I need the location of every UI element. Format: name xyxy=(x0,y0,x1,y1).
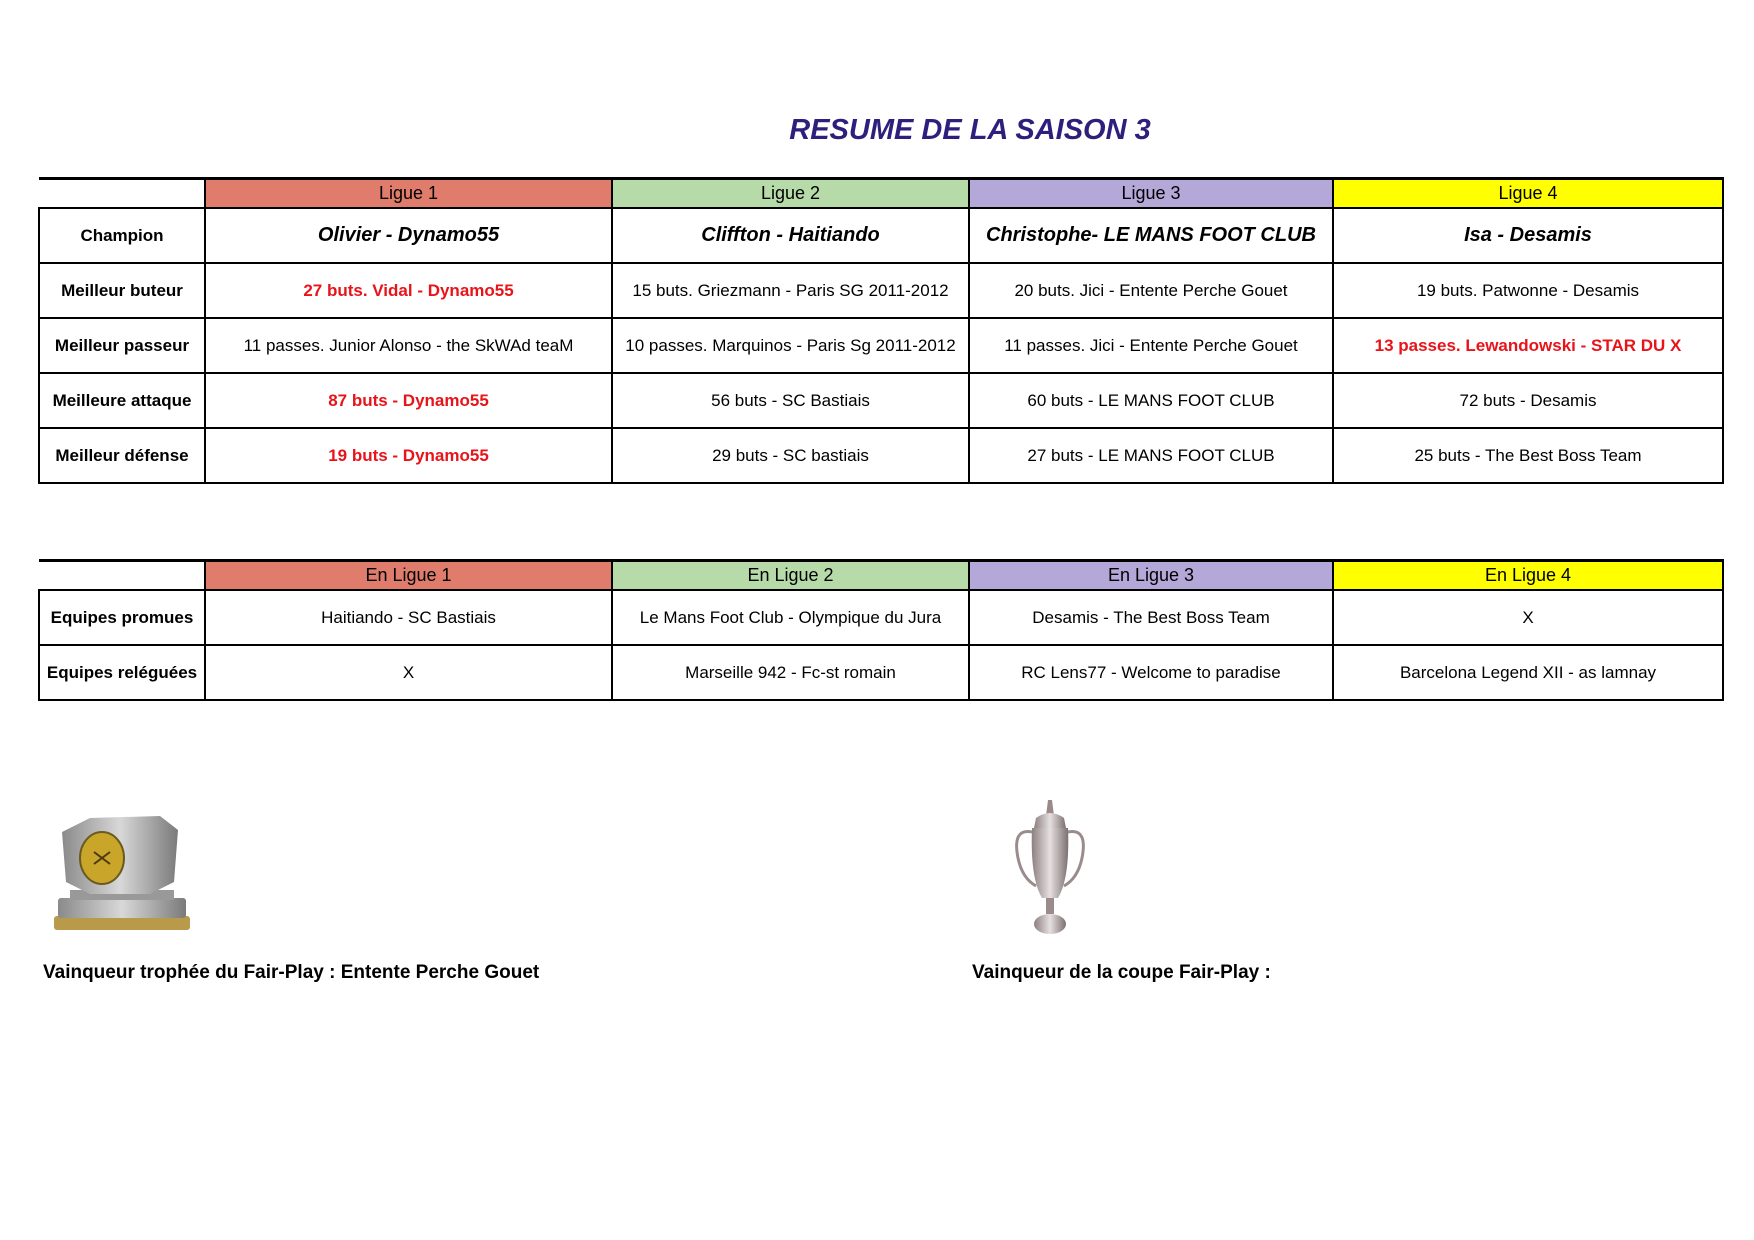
cell: Le Mans Foot Club - Olympique du Jura xyxy=(612,590,969,645)
cell: Christophe- LE MANS FOOT CLUB xyxy=(969,208,1333,263)
cell: Marseille 942 - Fc-st romain xyxy=(612,645,969,700)
table-row-relegated xyxy=(39,645,1723,700)
handshake-trophy-icon xyxy=(50,812,195,937)
page-title: RESUME DE LA SAISON 3 xyxy=(789,114,1151,146)
cell: 11 passes. Jici - Entente Perche Gouet xyxy=(969,318,1333,373)
header-ligue-3: Ligue 3 xyxy=(969,179,1333,209)
cell: 15 buts. Griezmann - Paris SG 2011-2012 xyxy=(612,263,969,318)
row-label: Champion xyxy=(39,208,205,263)
header-ligue-1: Ligue 1 xyxy=(205,179,612,209)
cell: 11 passes. Junior Alonso - the SkWAd teaM xyxy=(205,318,612,373)
fairplay-trophy-winner: Vainqueur trophée du Fair-Play : Entente Perche Gouet xyxy=(43,962,540,983)
table-row-best-defense xyxy=(39,428,1723,483)
table-row-promoted xyxy=(39,590,1723,645)
cell: Desamis - The Best Boss Team xyxy=(969,590,1333,645)
corner-cell xyxy=(39,561,205,591)
table-row-champion xyxy=(39,208,1723,263)
cell: 10 passes. Marquinos - Paris Sg 2011-2012 xyxy=(612,318,969,373)
header-en-ligue-2: En Ligue 2 xyxy=(612,561,969,591)
row-label: Equipes reléguées xyxy=(39,645,205,700)
cell: 29 buts - SC bastiais xyxy=(612,428,969,483)
cell: 25 buts - The Best Boss Team xyxy=(1333,428,1723,483)
row-label: Meilleur buteur xyxy=(39,263,205,318)
cell: Isa - Desamis xyxy=(1333,208,1723,263)
cell: Olivier - Dynamo55 xyxy=(205,208,612,263)
cell: 27 buts - LE MANS FOOT CLUB xyxy=(969,428,1333,483)
cell: 60 buts - LE MANS FOOT CLUB xyxy=(969,373,1333,428)
cell: Haitiando - SC Bastiais xyxy=(205,590,612,645)
header-en-ligue-3: En Ligue 3 xyxy=(969,561,1333,591)
cell: 19 buts. Patwonne - Desamis xyxy=(1333,263,1723,318)
cell: 19 buts - Dynamo55 xyxy=(205,428,612,483)
cell: 87 buts - Dynamo55 xyxy=(205,373,612,428)
header-ligue-4: Ligue 4 xyxy=(1333,179,1723,209)
table-row-best-attack xyxy=(39,373,1723,428)
row-label: Meilleur défense xyxy=(39,428,205,483)
table-row-top-scorer xyxy=(39,263,1723,318)
fairplay-cup-winner: Vainqueur de la coupe Fair-Play : xyxy=(972,962,1271,983)
cell: 72 buts - Desamis xyxy=(1333,373,1723,428)
row-label: Equipes promues xyxy=(39,590,205,645)
cell: RC Lens77 - Welcome to paradise xyxy=(969,645,1333,700)
season-summary-table xyxy=(38,177,1724,484)
cell: 20 buts. Jici - Entente Perche Gouet xyxy=(969,263,1333,318)
corner-cell xyxy=(39,179,205,209)
cell: 27 buts. Vidal - Dynamo55 xyxy=(205,263,612,318)
cup-trophy-icon xyxy=(1008,798,1092,936)
table-header-row xyxy=(39,179,1723,209)
cell: 56 buts - SC Bastiais xyxy=(612,373,969,428)
cell: 13 passes. Lewandowski - STAR DU X xyxy=(1333,318,1723,373)
cell: X xyxy=(1333,590,1723,645)
table-header-row xyxy=(39,561,1723,591)
row-label: Meilleure attaque xyxy=(39,373,205,428)
header-ligue-2: Ligue 2 xyxy=(612,179,969,209)
header-en-ligue-4: En Ligue 4 xyxy=(1333,561,1723,591)
row-label: Meilleur passeur xyxy=(39,318,205,373)
header-en-ligue-1: En Ligue 1 xyxy=(205,561,612,591)
cell: Barcelona Legend XII - as lamnay xyxy=(1333,645,1723,700)
cell: X xyxy=(205,645,612,700)
cell: Cliffton - Haitiando xyxy=(612,208,969,263)
table-row-top-assists xyxy=(39,318,1723,373)
promotion-relegation-table xyxy=(38,559,1724,701)
